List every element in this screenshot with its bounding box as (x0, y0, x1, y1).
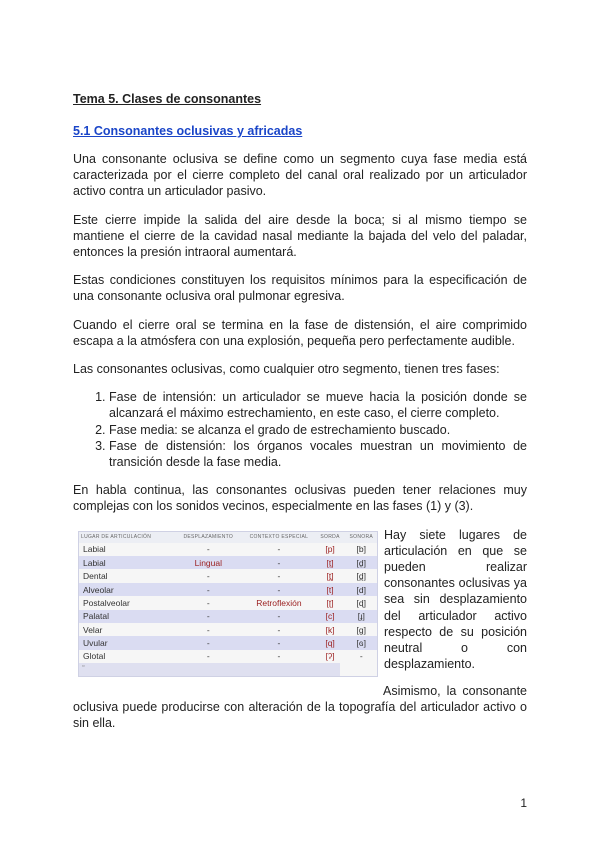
articulation-table-image (78, 531, 378, 678)
cell-place: Uvular (79, 636, 173, 649)
cell-context: Retroflexión (256, 597, 302, 608)
cell-displacement: - (206, 624, 210, 635)
cell-voiced: [ɖ] (356, 597, 366, 608)
cell-voiceless: [t] (315, 583, 346, 596)
paragraph: Este cierre impide la salida del aire desde la boca; si al mismo tiempo se mantiene el cierre de la cavidad nasal mediante la bajada del velo del paladar, entonces la presión intraoral aumentará. (73, 212, 527, 260)
cell-place: Velar (83, 624, 103, 635)
cell-displacement: - (206, 651, 210, 662)
cell-voiced: [b] (356, 544, 366, 555)
table-row (79, 583, 377, 596)
table-row (79, 650, 377, 663)
cell-place: Dental (83, 571, 108, 582)
table-row (79, 569, 377, 582)
cell-voiceless: [t̼] (315, 556, 346, 569)
cell-voiceless: [ʈ] (326, 597, 334, 608)
header-special-context: CONTEXTO ESPECIAL (243, 532, 314, 543)
paragraph: Cuando el cierre oral se termina en la fase de distensión, el aire comprimido escapa a la atmósfera con una explosión, pequeña pero perfectamente audible. (73, 317, 527, 348)
table-row (79, 596, 377, 609)
table-row (79, 543, 377, 556)
paragraph: Asimismo, la consonante oclusiva puede producirse con alteración de la topografía del articulador activo o sin ella. (73, 683, 527, 731)
paragraph: Una consonante oclusiva se define como un segmento cuya fase media está caracterizada por el cierre completo del canal oral realizado por un articulador activo contra un articulador pasivo. (73, 152, 527, 199)
cell-voiceless: [p] (325, 544, 335, 555)
cell-voiceless: [ʔ] (325, 651, 335, 662)
cell-place: Alveolar (79, 583, 173, 596)
cell-context: - (277, 624, 281, 635)
document-page (73, 92, 527, 731)
cell-voiced: [d̼] (346, 556, 377, 569)
page-number: 1 (520, 796, 527, 810)
section-heading-link[interactable]: 5.1 Consonantes oclusivas y africadas (73, 124, 303, 138)
paragraph: Estas condiciones constituyen los requisitos mínimos para la especificación de una consonante oclusiva oral pulmonar egresiva. (73, 273, 527, 304)
cell-voiced: [ɢ] (346, 636, 377, 649)
header-place: LUGAR DE ARTICULACIÓN (79, 532, 173, 543)
header-voiceless: SORDA (315, 532, 346, 543)
table-row (79, 623, 377, 636)
cell-displacement: - (206, 597, 210, 608)
cell-place: Postalveolar (83, 597, 130, 608)
cell-voiced: - (359, 651, 363, 662)
table-row (79, 556, 377, 569)
cell-place: Glotal (83, 651, 106, 662)
phases-list (73, 389, 527, 470)
table-header-row (79, 532, 377, 543)
cell-voiceless: [q] (315, 636, 346, 649)
list-item: 1. Fase de intensión: un articulador se mueve hacia la posición donde se alcanzará el máximo estrechamiento, en este caso, el cierre completo. (109, 389, 527, 421)
cell-context: - (277, 651, 281, 662)
cell-place: Palatal (79, 610, 173, 623)
cell-displacement: - (173, 610, 243, 623)
page-title: Tema 5. Clases de consonantes (73, 92, 262, 106)
table-row (79, 610, 377, 623)
cell-context: - (243, 636, 314, 649)
table-row (79, 636, 377, 649)
list-item: 3. Fase de distensión: los órganos vocales muestran un movimiento de transición desde la fase media. (109, 438, 527, 470)
cell-displacement: - (173, 583, 243, 596)
cell-context: - (277, 544, 281, 555)
cell-displacement: Lingual (173, 556, 243, 569)
side-paragraph: Hay siete lugares de articulación en que se pueden realizar consonantes oclusivas ya sea sin desplazamiento del articulador activo respecto de su posición neutral o con desplazamiento. (384, 527, 527, 672)
cell-voiced: [ɟ] (346, 610, 377, 623)
header-voiced: SONORA (346, 532, 377, 543)
cell-displacement: - (173, 636, 243, 649)
figure-with-text (73, 527, 527, 683)
paragraph: Las consonantes oclusivas, como cualquier otro segmento, tienen tres fases: (73, 362, 500, 377)
cell-context: - (243, 556, 314, 569)
list-item: 2. Fase media: se alcanza el grado de estrechamiento buscado. (109, 422, 527, 438)
articulation-table (79, 532, 377, 664)
cell-place: Labial (79, 556, 173, 569)
cell-context: - (277, 571, 281, 582)
header-displacement: DESPLAZAMIENTO (173, 532, 243, 543)
broken-image-icon: ▫ (79, 663, 340, 676)
cell-voiceless: [k] (325, 624, 335, 635)
cell-displacement: - (206, 571, 210, 582)
cell-context: - (243, 610, 314, 623)
cell-voiced: [d] (346, 583, 377, 596)
cell-voiceless: [t̪] (326, 571, 334, 582)
cell-displacement: - (206, 544, 210, 555)
cell-context: - (243, 583, 314, 596)
cell-place: Labial (83, 544, 106, 555)
cell-voiced: [ɡ] (356, 624, 366, 635)
cell-voiceless: [c] (315, 610, 346, 623)
cell-voiced: [d̪] (356, 571, 366, 582)
paragraph: En habla continua, las consonantes oclusivas pueden tener relaciones muy complejas con los sonidos vecinos, especialmente en las fases (1) y (3). (73, 483, 527, 514)
